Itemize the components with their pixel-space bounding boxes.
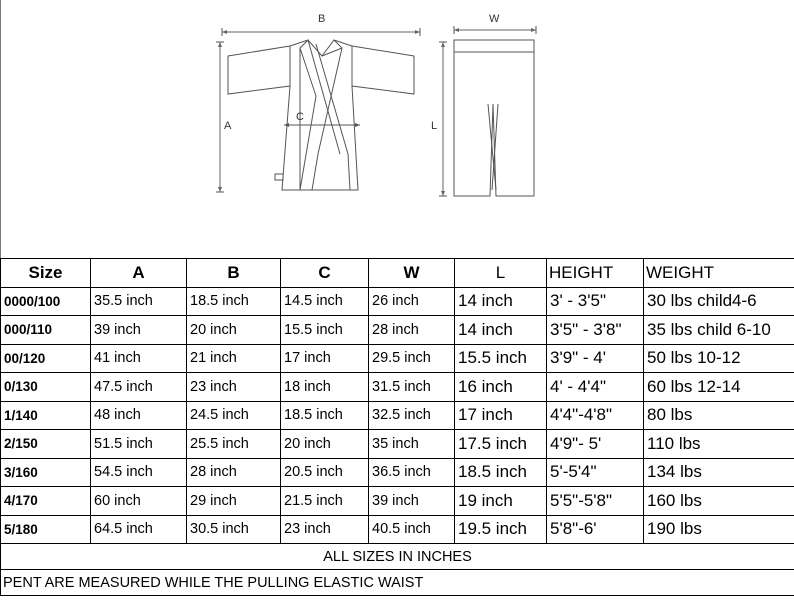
measurement-diagram-svg xyxy=(200,4,560,210)
cell-size: 3/160 xyxy=(1,458,91,487)
cell-c: 20.5 inch xyxy=(281,458,369,487)
cell-b: 29 inch xyxy=(187,487,281,516)
cell-size: 4/170 xyxy=(1,487,91,516)
cell-b: 20 inch xyxy=(187,316,281,345)
cell-weight: 35 lbs child 6-10 xyxy=(644,316,794,345)
cell-height: 3'5" - 3'8" xyxy=(547,316,644,345)
cell-b: 24.5 inch xyxy=(187,401,281,430)
cell-w: 28 inch xyxy=(369,316,455,345)
note-row-sizes xyxy=(1,544,794,570)
label-l: L xyxy=(431,120,438,132)
cell-l: 16 inch xyxy=(455,373,547,402)
table-row xyxy=(1,401,794,430)
cell-l: 19 inch xyxy=(455,487,547,516)
cell-size: 000/110 xyxy=(1,316,91,345)
cell-height: 4' - 4'4" xyxy=(547,373,644,402)
table-row xyxy=(1,344,794,373)
left-divider xyxy=(0,0,1,258)
cell-c: 18 inch xyxy=(281,373,369,402)
label-a: A xyxy=(224,120,232,132)
header-b: B xyxy=(187,259,281,288)
header-c: C xyxy=(281,259,369,288)
cell-l: 17 inch xyxy=(455,401,547,430)
cell-c: 18.5 inch xyxy=(281,401,369,430)
cell-c: 15.5 inch xyxy=(281,316,369,345)
cell-w: 35 inch xyxy=(369,430,455,459)
table-row xyxy=(1,287,794,316)
table-header-row xyxy=(1,259,794,288)
cell-c: 17 inch xyxy=(281,344,369,373)
cell-w: 29.5 inch xyxy=(369,344,455,373)
header-size: Size xyxy=(1,259,91,288)
label-b: B xyxy=(318,13,326,25)
cell-weight: 134 lbs xyxy=(644,458,794,487)
table-row xyxy=(1,458,794,487)
measurement-diagram xyxy=(200,4,560,210)
cell-c: 23 inch xyxy=(281,515,369,544)
table-row xyxy=(1,487,794,516)
cell-size: 0/130 xyxy=(1,373,91,402)
cell-l: 17.5 inch xyxy=(455,430,547,459)
cell-w: 32.5 inch xyxy=(369,401,455,430)
cell-height: 4'9"- 5' xyxy=(547,430,644,459)
cell-a: 41 inch xyxy=(91,344,187,373)
cell-w: 36.5 inch xyxy=(369,458,455,487)
cell-height: 4'4"-4'8" xyxy=(547,401,644,430)
cell-weight: 160 lbs xyxy=(644,487,794,516)
cell-size: 1/140 xyxy=(1,401,91,430)
cell-a: 35.5 inch xyxy=(91,287,187,316)
cell-height: 3'9" - 4' xyxy=(547,344,644,373)
cell-l: 14 inch xyxy=(455,287,547,316)
cell-l: 18.5 inch xyxy=(455,458,547,487)
cell-size: 0000/100 xyxy=(1,287,91,316)
cell-c: 21.5 inch xyxy=(281,487,369,516)
note-row-pants xyxy=(1,570,794,596)
cell-w: 39 inch xyxy=(369,487,455,516)
cell-a: 51.5 inch xyxy=(91,430,187,459)
cell-w: 31.5 inch xyxy=(369,373,455,402)
cell-a: 60 inch xyxy=(91,487,187,516)
cell-l: 19.5 inch xyxy=(455,515,547,544)
cell-size: 5/180 xyxy=(1,515,91,544)
cell-weight: 60 lbs 12-14 xyxy=(644,373,794,402)
pants-drawing xyxy=(439,26,536,196)
cell-b: 23 inch xyxy=(187,373,281,402)
cell-weight: 50 lbs 10-12 xyxy=(644,344,794,373)
header-weight: WEIGHT xyxy=(644,259,794,288)
cell-b: 30.5 inch xyxy=(187,515,281,544)
table-row xyxy=(1,373,794,402)
cell-l: 15.5 inch xyxy=(455,344,547,373)
cell-a: 48 inch xyxy=(91,401,187,430)
label-w: W xyxy=(489,13,500,25)
all-sizes-note: ALL SIZES IN INCHES xyxy=(1,544,794,570)
table-row xyxy=(1,430,794,459)
cell-a: 54.5 inch xyxy=(91,458,187,487)
cell-height: 5'5"-5'8" xyxy=(547,487,644,516)
cell-size: 00/120 xyxy=(1,344,91,373)
cell-a: 39 inch xyxy=(91,316,187,345)
header-a: A xyxy=(91,259,187,288)
jacket-drawing xyxy=(216,28,420,192)
cell-a: 64.5 inch xyxy=(91,515,187,544)
label-c: C xyxy=(296,111,304,123)
pants-measure-note: PENT ARE MEASURED WHILE THE PULLING ELASTIC WAIST xyxy=(1,570,794,596)
header-l: L xyxy=(455,259,547,288)
cell-b: 18.5 inch xyxy=(187,287,281,316)
table-row xyxy=(1,515,794,544)
cell-l: 14 inch xyxy=(455,316,547,345)
cell-b: 25.5 inch xyxy=(187,430,281,459)
cell-c: 20 inch xyxy=(281,430,369,459)
cell-w: 40.5 inch xyxy=(369,515,455,544)
cell-b: 28 inch xyxy=(187,458,281,487)
header-height: HEIGHT xyxy=(547,259,644,288)
table-row xyxy=(1,316,794,345)
cell-weight: 80 lbs xyxy=(644,401,794,430)
cell-weight: 30 lbs child4-6 xyxy=(644,287,794,316)
header-w: W xyxy=(369,259,455,288)
cell-weight: 110 lbs xyxy=(644,430,794,459)
cell-a: 47.5 inch xyxy=(91,373,187,402)
cell-b: 21 inch xyxy=(187,344,281,373)
cell-height: 3' - 3'5" xyxy=(547,287,644,316)
cell-w: 26 inch xyxy=(369,287,455,316)
size-table xyxy=(0,258,794,596)
cell-size: 2/150 xyxy=(1,430,91,459)
cell-weight: 190 lbs xyxy=(644,515,794,544)
cell-c: 14.5 inch xyxy=(281,287,369,316)
cell-height: 5'8"-6' xyxy=(547,515,644,544)
cell-height: 5'-5'4" xyxy=(547,458,644,487)
